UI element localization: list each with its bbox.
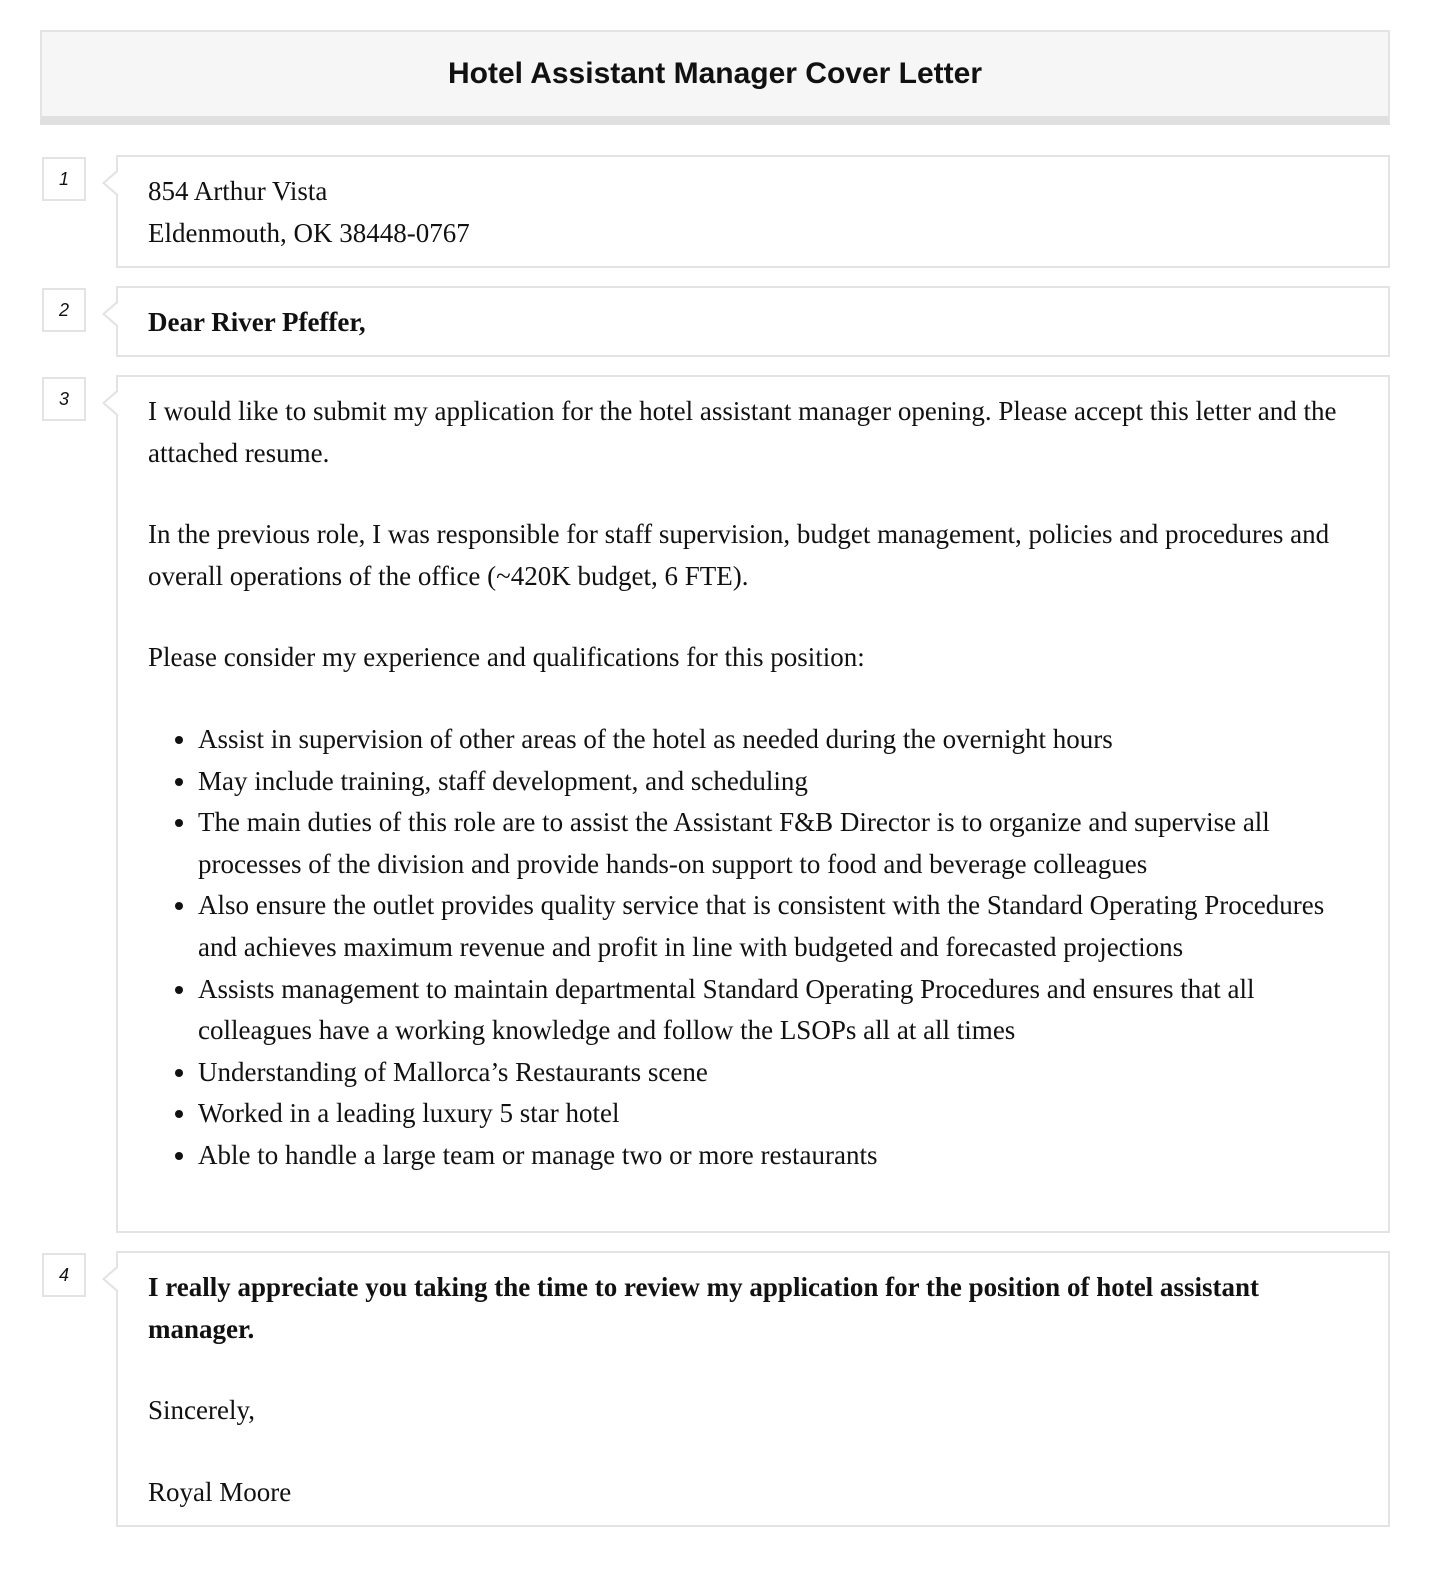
greeting-block [116,286,1390,357]
title-bar [40,30,1390,125]
qualifications-list [148,719,1358,1177]
address-line: 854 Arthur Vista [148,176,328,206]
greeting: Dear River Pfeffer, [148,307,366,337]
page-title: Hotel Assistant Manager Cover Letter [447,57,983,90]
paragraph: I would like to submit my application for the hotel assistant manager opening. Please accept this letter and the attached resume. [148,396,1337,468]
address-block [116,155,1390,268]
signature-name: Royal Moore [148,1476,292,1507]
list-item: • Also ensure the outlet provides quality service that is consistent with the Standard Operating Procedures and achieves maximum revenue and profit in line with budgeted and forecasted projections [198,885,1358,968]
section-number: 4 [42,1253,86,1297]
list-item: • Able to handle a large team or manage two or more restaurants [198,1135,1358,1177]
paragraph: Please consider my experience and qualifications for this position: [148,642,865,673]
signoff: Sincerely, [148,1395,255,1426]
list-item: • May include training, staff development, and scheduling [198,761,1358,803]
section-number: 1 [42,157,86,201]
list-item: • Assists management to maintain departmental Standard Operating Procedures and ensures that all colleagues have a working knowledge and follow the LSOPs all at all times [198,969,1358,1052]
address-line: Eldenmouth, OK 38448-0767 [148,217,470,248]
paragraph: In the previous role, I was responsible for staff supervision, budget management, policies and procedures and overall operations of the office (~420K budget, 6 FTE). [148,519,1330,591]
section-number: 3 [42,377,86,421]
section-number: 2 [42,288,86,332]
closing-block [116,1251,1390,1527]
closing-statement: I really appreciate you taking the time to review my application for the position of hotel assistant manager. [148,1272,1259,1344]
list-item: • The main duties of this role are to assist the Assistant F&B Director is to organize and supervise all processes of the division and provide hands-on support to food and beverage colleagues [198,802,1358,885]
list-item: • Worked in a leading luxury 5 star hotel [198,1093,1358,1135]
list-item: • Assist in supervision of other areas of the hotel as needed during the overnight hours [198,719,1358,761]
list-item: • Understanding of Mallorca’s Restaurants scene [198,1052,1358,1094]
body-block [116,375,1390,1233]
